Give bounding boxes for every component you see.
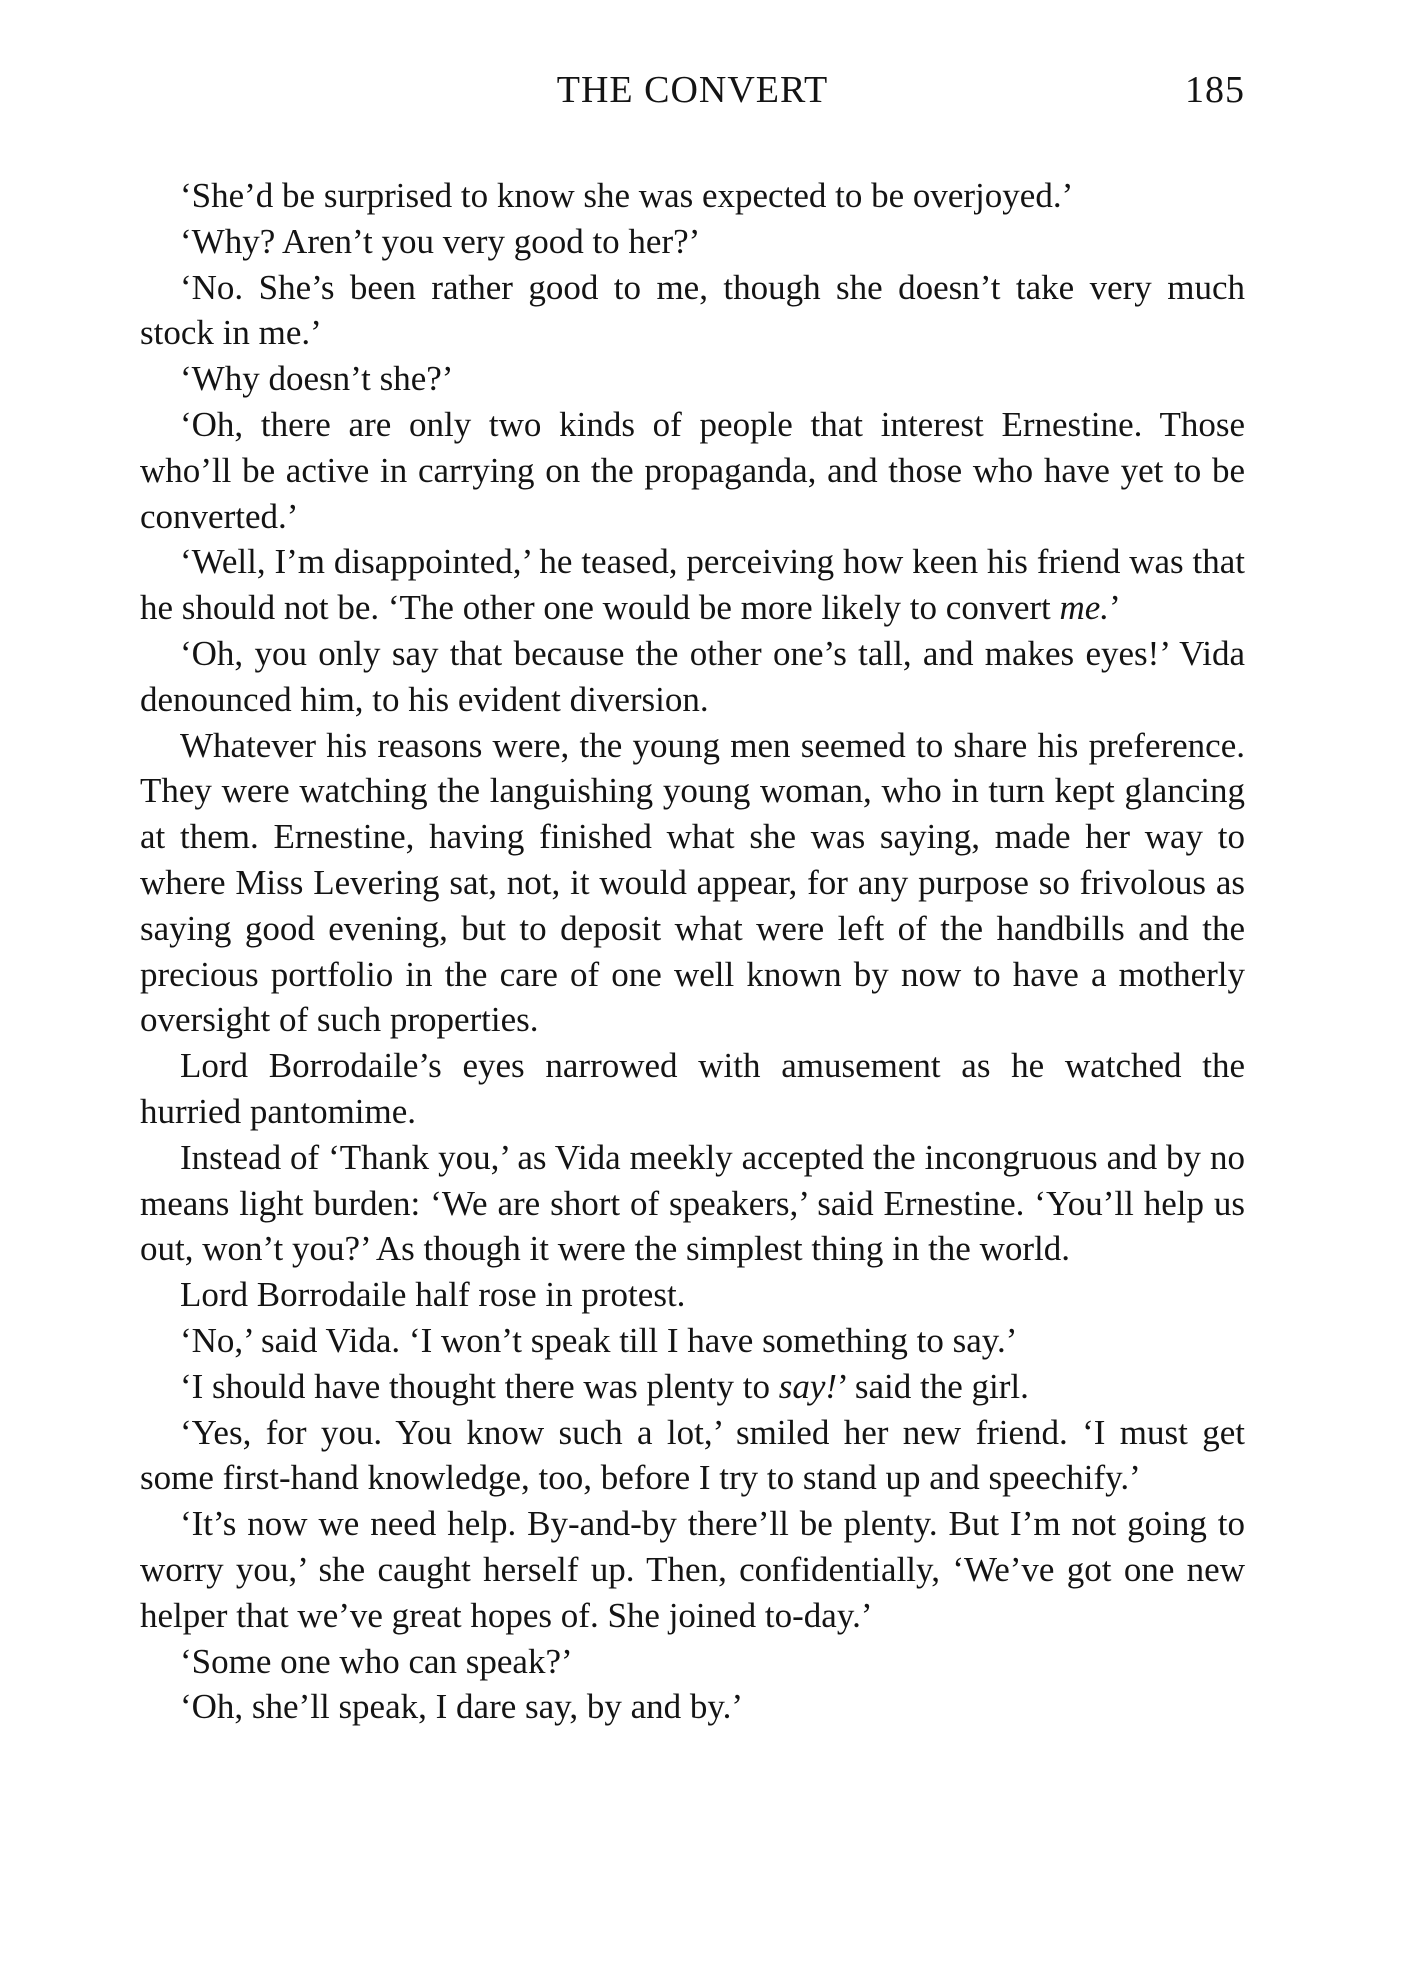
paragraph: Whatever his reasons were, the young men seemed to share his preference. They were watching the languishing young woman, who in turn kept glancing at them. Ernestine, having finished what she was saying, made her way to where Miss Levering sat, not, it would appear, for any purpose so frivolous as saying good evening, but to deposit what were left of the handbills and the precious portfolio in the care of one well known by now to have a motherly oversight of such properties.: [140, 725, 1245, 1040]
running-title: THE CONVERT: [556, 69, 829, 111]
paragraph: [140, 539, 1245, 631]
paragraph-text: ‘Well, I’m disappointed,’ he teased, perceiving how keen his friend was that he should not be. ‘The other one would be more likely to convert: [140, 542, 1245, 628]
paragraph: ‘Some one who can speak?’: [180, 1641, 573, 1681]
emphasis-text: me.: [1059, 588, 1110, 628]
paragraph: ‘No,’ said Vida. ‘I won’t speak till I have something to say.’: [180, 1320, 1018, 1360]
paragraph: ‘Yes, for you. You know such a lot,’ smiled her new friend. ‘I must get some first-hand knowledge, too, before I try to stand up and speechify.’: [140, 1412, 1245, 1498]
emphasis-text: say!: [778, 1366, 838, 1406]
paragraph: ‘She’d be surprised to know she was expected to be overjoyed.’: [180, 176, 1074, 215]
paragraph-text: ’ said the girl.: [837, 1366, 1029, 1406]
running-header: [140, 68, 1245, 132]
paragraph: [140, 1364, 1245, 1410]
page-number: 185: [1185, 69, 1245, 111]
paragraph: ‘Why? Aren’t you very good to her?’: [180, 221, 701, 261]
paragraph: ‘Why doesn’t she?’: [180, 359, 454, 399]
paragraph-text: ’: [1109, 588, 1121, 628]
book-page: [140, 68, 1245, 1730]
paragraph: Instead of ‘Thank you,’ as Vida meekly accepted the incongruous and by no means light burden: ‘We are short of speakers,’ said Ernestine. ‘You’ll help us out, won’t you?’ As though it were the simplest thing in the world.: [140, 1137, 1245, 1269]
paragraph: ‘No. She’s been rather good to me, though she doesn’t take very much stock in me.’: [140, 267, 1245, 353]
paragraph: ‘Oh, you only say that because the other one’s tall, and makes eyes!’ Vida denounced him, to his evident diversion.: [140, 633, 1245, 719]
paragraph: ‘It’s now we need help. By-and-by there’ll be plenty. But I’m not going to worry you,’ she caught herself up. Then, confidentially, ‘We’ve got one new helper that we’ve great hopes of. She joined to-day.’: [140, 1504, 1245, 1635]
paragraph: ‘Oh, she’ll speak, I dare say, by and by.’: [180, 1687, 744, 1727]
page-body: [140, 173, 1245, 1730]
paragraph-text: ‘I should have thought there was plenty to: [180, 1366, 779, 1406]
paragraph: Lord Borrodaile half rose in protest.: [180, 1275, 686, 1315]
paragraph: Lord Borrodaile’s eyes narrowed with amusement as he watched the hurried pantomime.: [140, 1046, 1245, 1131]
paragraph: ‘Oh, there are only two kinds of people that interest Ernestine. Those who’ll be active in carrying on the propaganda, and those who have yet to be converted.’: [140, 404, 1245, 536]
